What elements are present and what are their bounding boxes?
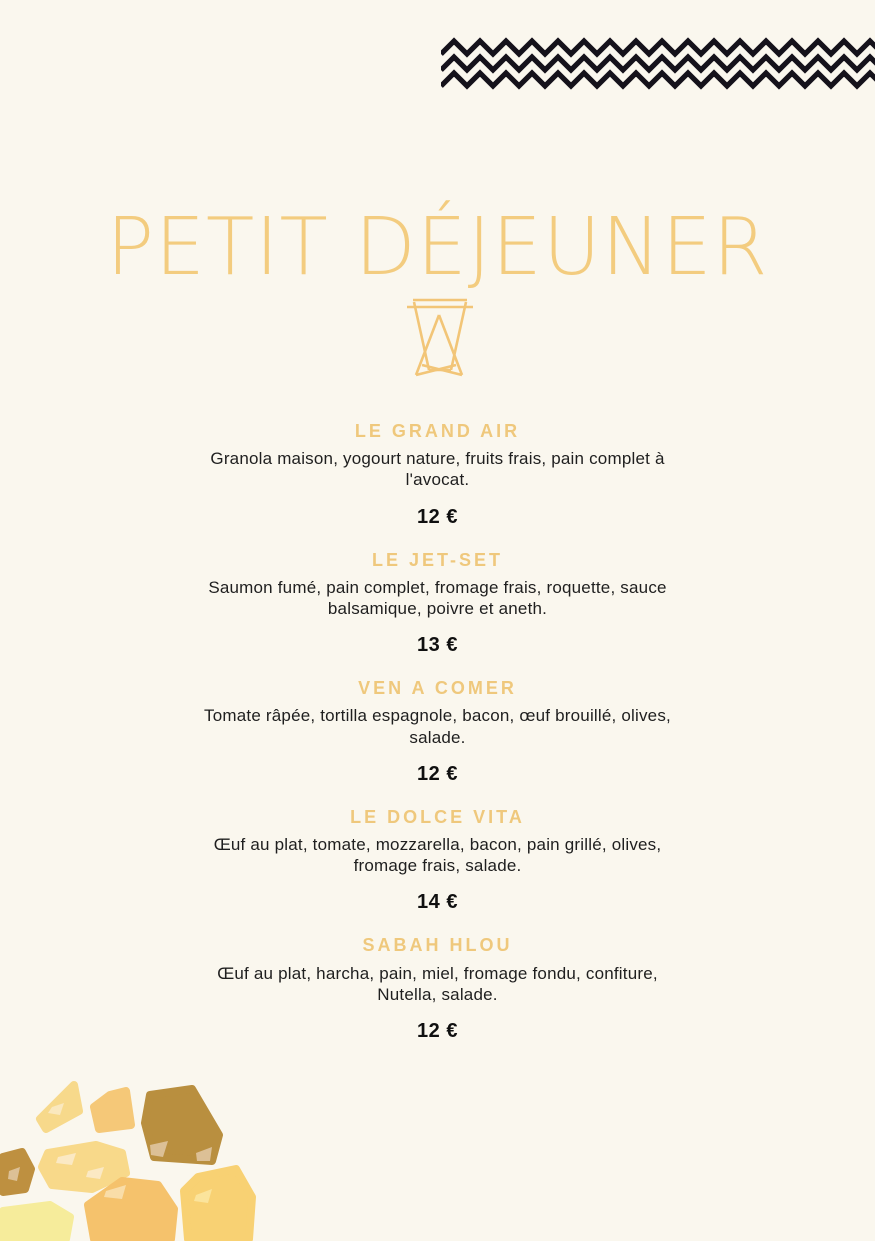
menu-item-name: LE JET-SET (371, 549, 504, 570)
page-title: PETIT DÉJEUNER (106, 201, 769, 293)
menu-item (0, 934, 875, 1043)
menu-item-description: Saumon fumé, pain complet, fromage frais, roquette, sauce balsamique, poivre et aneth. (208, 577, 667, 619)
menu-item-price: 13 € (417, 634, 458, 657)
menu-item-description: Œuf au plat, tomate, mozzarella, bacon, pain grillé, olives, fromage frais, salade. (213, 835, 662, 876)
menu-item-name: LE GRAND AIR (354, 421, 521, 441)
menu-item-description: Œuf au plat, harcha, pain, miel, fromage fondu, confiture, Nutella, salade. (217, 963, 658, 1004)
menu-item-name: VEN A COMER (358, 678, 517, 699)
mosaic-pattern-icon (0, 1065, 272, 1241)
menu-item (0, 420, 875, 529)
menu-item (0, 677, 875, 786)
menu-item-name: SABAH HLOU (362, 935, 513, 956)
menu-item (0, 806, 875, 915)
glass-icon (392, 294, 484, 383)
menu-item-description: Granola maison, yogourt nature, fruits frais, pain complet à l'avocat. (210, 449, 665, 490)
menu-item-name: LE DOLCE VITA (350, 806, 525, 827)
menu-item-price: 14 € (417, 891, 458, 914)
menu-item (0, 549, 875, 658)
menu-item-price: 12 € (417, 762, 458, 785)
zigzag-pattern-icon (441, 36, 875, 92)
menu-item-price: 12 € (417, 505, 458, 528)
menu-list (0, 420, 875, 1063)
menu-item-description: Tomate râpée, tortilla espagnole, bacon, œuf brouillé, olives, salade. (204, 706, 671, 747)
menu-item-price: 12 € (417, 1019, 458, 1042)
